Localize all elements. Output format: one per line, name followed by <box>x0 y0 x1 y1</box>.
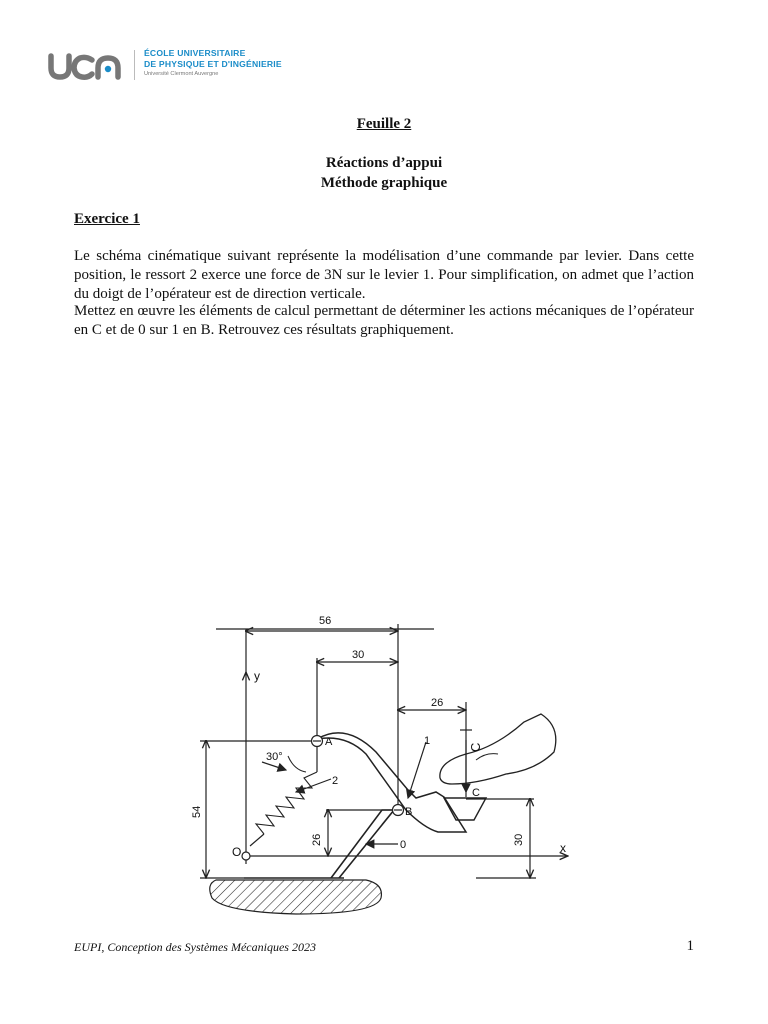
paragraph-2: Mettez en œuvre les éléments de calcul permettant de déterminer les actions mécaniques de l’opérateur en C et de 0 sur 1 en B. Retrouvez ces résultats graphiquement. <box>74 303 694 338</box>
uca-logo-icon <box>48 50 130 82</box>
label-o: O <box>232 845 242 859</box>
spring-2 <box>256 772 317 834</box>
label-c: C <box>472 787 480 799</box>
page-number: 1 <box>686 938 694 954</box>
pivot-o <box>242 852 250 860</box>
ground-hatch <box>210 880 382 914</box>
spring-2-end <box>250 834 264 846</box>
label-2: 2 <box>332 775 339 787</box>
dim-30-right-label: 30 <box>513 833 525 846</box>
label-force-c: C <box>468 742 483 752</box>
angle-arc <box>288 756 306 772</box>
operator-finger <box>440 714 556 784</box>
university-name: Université Clermont Auvergne <box>144 71 219 77</box>
cup-c <box>444 798 486 820</box>
label-angle: 30° <box>266 751 283 763</box>
leader-1 <box>408 742 426 798</box>
footer-course: EUPI, Conception des Systèmes Mécaniques 2023 <box>74 940 316 954</box>
school-name-line2: DE PHYSIQUE ET D'INGÉNIERIE <box>144 59 282 69</box>
kinematic-diagram <box>176 602 590 922</box>
label-b: B <box>405 806 413 818</box>
logo-separator <box>134 50 135 80</box>
leader-angle <box>262 762 286 770</box>
label-y: y <box>254 669 260 683</box>
exercise-title: Exercice 1 <box>74 211 140 227</box>
label-1: 1 <box>424 735 431 747</box>
subtitle-1: Réactions d’appui <box>325 155 443 171</box>
school-name-line1: ÉCOLE UNIVERSITAIRE <box>144 48 246 58</box>
label-0: 0 <box>400 839 407 851</box>
dim-54-label: 54 <box>191 805 203 818</box>
label-a: A <box>325 736 333 748</box>
page-title: Feuille 2 <box>356 116 412 132</box>
dim-30-label: 30 <box>352 649 365 661</box>
dim-26-left-label: 26 <box>311 833 323 846</box>
school-logo <box>48 48 308 84</box>
label-x: x <box>560 841 566 855</box>
leader-2 <box>296 779 331 792</box>
subtitle-2: Méthode graphique <box>320 175 448 191</box>
dim-26-top-label: 26 <box>431 697 444 709</box>
dim-56-label: 56 <box>319 615 332 627</box>
paragraph-1: Le schéma cinématique suivant représente la modélisation d’une commande par levier. Dans cette position, le ressort 2 exerce une force de 3N sur le levier 1. Pour simplification, on admet que l’action du doigt de l’opérateur est de direction verticale. <box>74 248 694 302</box>
logo-text <box>144 48 282 79</box>
